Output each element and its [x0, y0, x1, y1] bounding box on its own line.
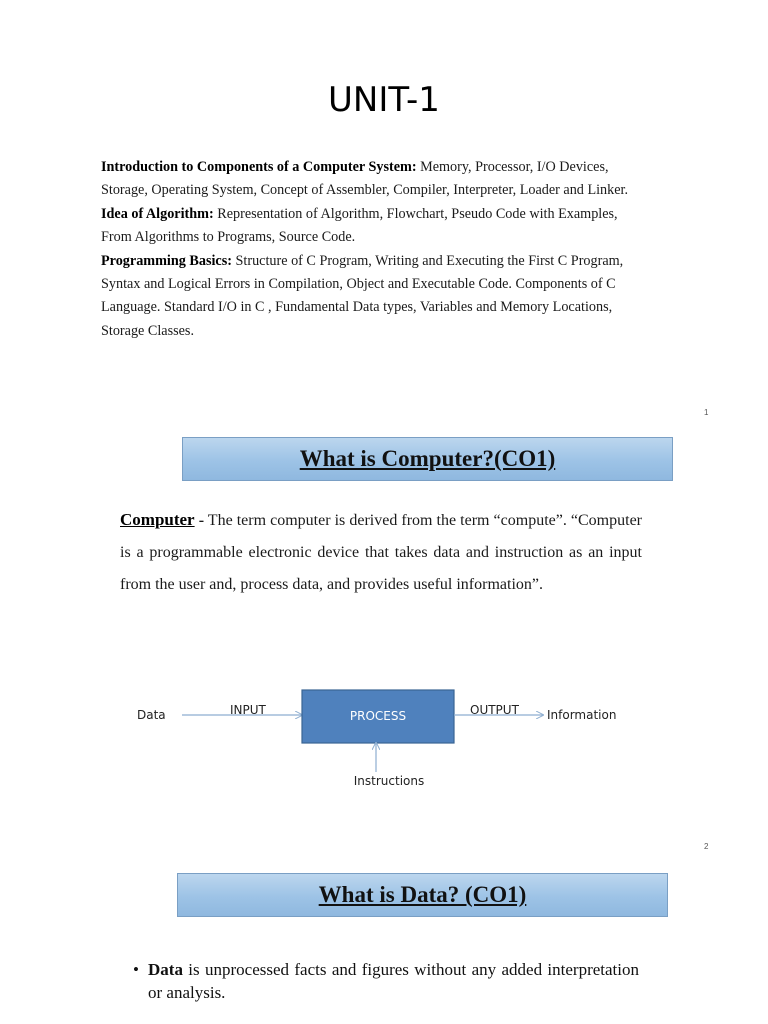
section-text: Representation of Algorithm, Flowchart, Pseudo Code with Examples, From Algorithms to Programs, Source Code.: [101, 205, 618, 246]
information-label: Information: [547, 708, 617, 722]
banner-what-is-data: [177, 873, 668, 917]
definition-text: The term computer is derived from the term “compute”. “Computer is a programmable electronic device that takes data and instruction as an input from the user and, process data, and provides useful information”.: [120, 512, 643, 593]
page-number-1: 1: [704, 408, 709, 417]
data-definition-bullet: [133, 958, 639, 1004]
section-heading: Introduction to Components of a Computer System:: [101, 159, 417, 175]
definition-dash: -: [198, 512, 205, 529]
output-label: OUTPUT: [470, 703, 519, 717]
syllabus-section-programming: [101, 250, 646, 344]
data-label: Data: [137, 708, 166, 722]
section-text: Structure of C Program, Writing and Executing the First C Program, Syntax and Logical Errors in Compilation, Object and Executable Code. Components of C Language. Standard I/O in C , Fundamental Data types, Variables and Memory Locations, Storage Classes.: [101, 252, 624, 339]
process-label: PROCESS: [349, 709, 407, 723]
process-diagram: [120, 680, 640, 800]
bullet-icon: •: [133, 960, 139, 979]
input-label: INPUT: [230, 703, 266, 717]
section-heading: Idea of Algorithm:: [101, 205, 214, 222]
computer-definition: [120, 504, 642, 601]
bullet-term: Data: [148, 960, 183, 979]
banner-what-is-computer: [182, 437, 673, 481]
syllabus-section-components: [101, 156, 646, 203]
instructions-label: Instructions: [353, 774, 425, 788]
section-heading: Programming Basics:: [101, 252, 232, 269]
page-number-2: 2: [704, 842, 709, 851]
page-title: UNIT-1: [328, 80, 440, 120]
bullet-description: is unprocessed facts and figures without any added interpretation or analysis.: [148, 960, 639, 1002]
banner-title: What is Computer?(CO1): [299, 446, 556, 471]
bullet-text: [148, 958, 639, 1004]
banner-title: What is Data? (CO1): [318, 882, 527, 907]
definition-term: Computer: [120, 510, 195, 529]
syllabus-section-algorithm: [101, 203, 646, 250]
syllabus-text: [101, 156, 646, 343]
section-text: Memory, Processor, I/O Devices, Storage, Operating System, Concept of Assembler, Compiler, Interpreter, Loader and Linker.: [101, 159, 629, 199]
